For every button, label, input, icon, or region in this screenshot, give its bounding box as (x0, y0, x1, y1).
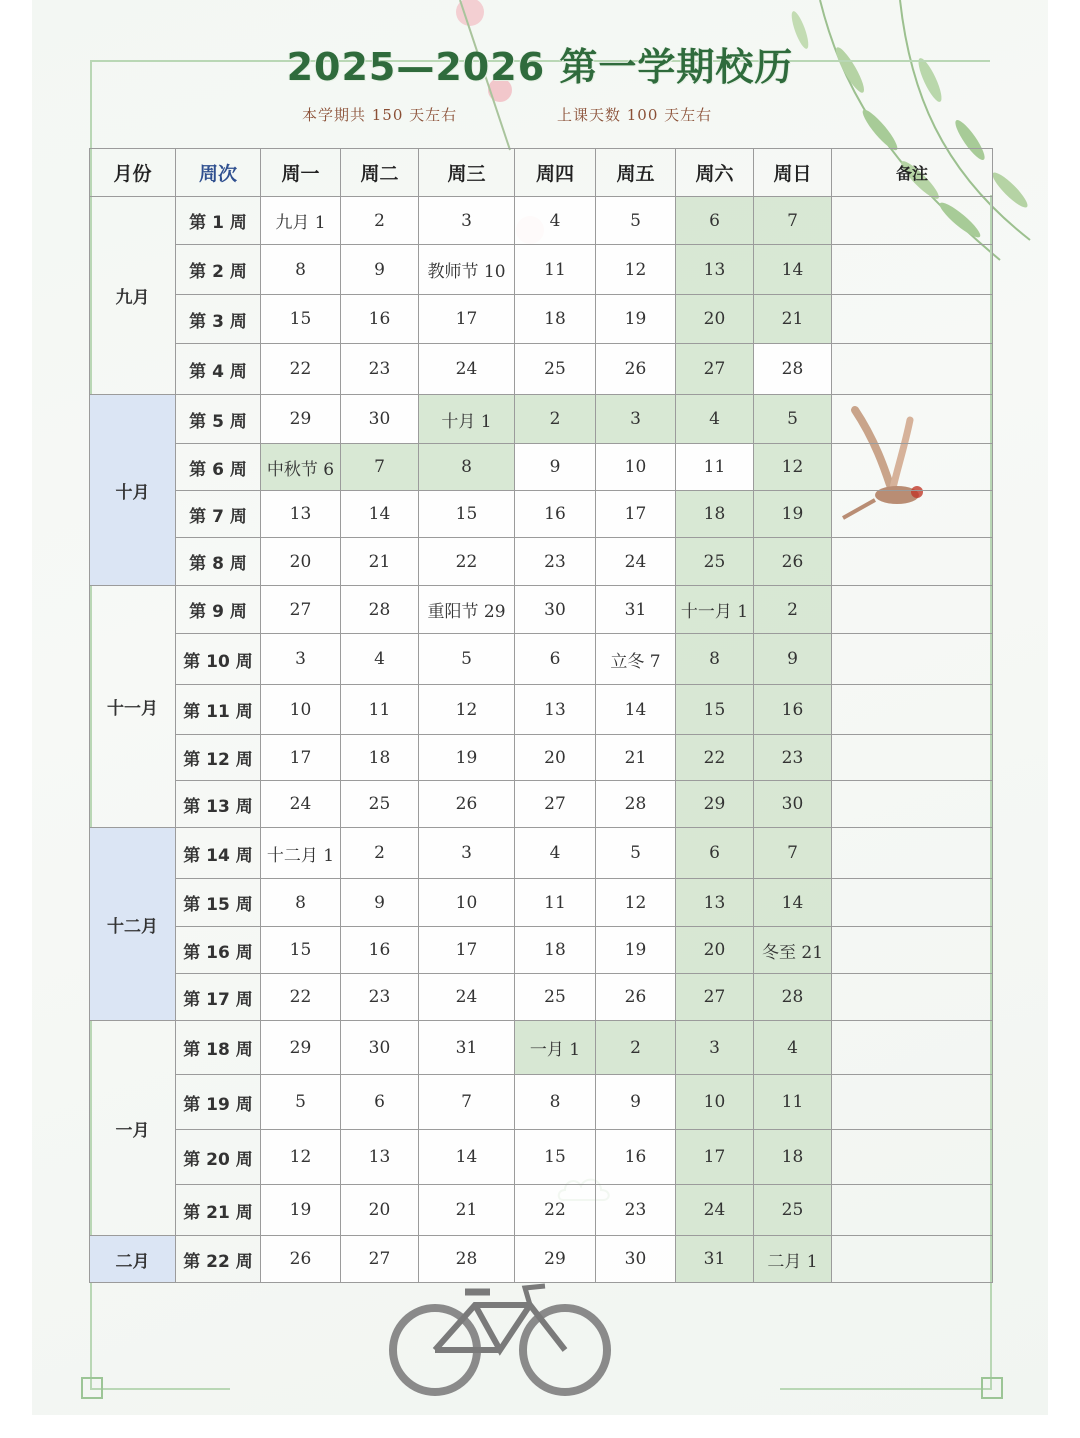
week-row (90, 974, 993, 1021)
day-cell: 25 (754, 1185, 832, 1236)
header-week: 周次 (176, 149, 261, 197)
day-cell: 9 (754, 634, 832, 685)
day-cell: 20 (676, 927, 754, 974)
day-cell: 8 (419, 444, 515, 491)
day-cell: 3 (419, 828, 515, 879)
day-cell: 19 (261, 1185, 341, 1236)
day-cell: 31 (419, 1021, 515, 1075)
notes-cell (832, 974, 993, 1021)
notes-cell (832, 1185, 993, 1236)
day-cell: 十二月 1 (261, 828, 341, 879)
notes-cell (832, 685, 993, 735)
day-cell: 4 (515, 197, 596, 245)
day-cell: 教师节 10 (419, 245, 515, 295)
day-cell: 20 (261, 538, 341, 586)
day-cell: 19 (754, 491, 832, 538)
week-row (90, 1130, 993, 1185)
notes-cell (832, 344, 993, 395)
day-cell: 6 (676, 828, 754, 879)
day-cell: 6 (515, 634, 596, 685)
day-cell: 30 (596, 1236, 676, 1283)
header-day-sun: 周日 (754, 149, 832, 197)
header-day-wed: 周三 (419, 149, 515, 197)
day-cell: 26 (261, 1236, 341, 1283)
day-cell: 23 (515, 538, 596, 586)
week-label-cell: 第 11 周 (176, 685, 261, 735)
day-cell: 30 (341, 1021, 419, 1075)
header-day-mon: 周一 (261, 149, 341, 197)
day-cell: 5 (261, 1075, 341, 1130)
day-cell: 26 (596, 974, 676, 1021)
week-row (90, 634, 993, 685)
week-label-cell: 第 4 周 (176, 344, 261, 395)
day-cell: 18 (515, 927, 596, 974)
calendar-body (90, 197, 993, 1283)
day-cell: 14 (596, 685, 676, 735)
day-cell: 2 (596, 1021, 676, 1075)
day-cell: 5 (419, 634, 515, 685)
month-cell: 十一月 (90, 586, 176, 828)
day-cell: 9 (341, 245, 419, 295)
frame-corner-bottom-right (981, 1377, 1003, 1399)
week-row (90, 781, 993, 828)
notes-cell (832, 927, 993, 974)
week-label-cell: 第 22 周 (176, 1236, 261, 1283)
day-cell: 27 (676, 974, 754, 1021)
day-cell: 29 (261, 1021, 341, 1075)
day-cell: 立冬 7 (596, 634, 676, 685)
day-cell: 4 (754, 1021, 832, 1075)
day-cell: 18 (515, 295, 596, 344)
week-label-cell: 第 16 周 (176, 927, 261, 974)
day-cell: 18 (676, 491, 754, 538)
day-cell: 6 (341, 1075, 419, 1130)
month-cell: 一月 (90, 1021, 176, 1236)
day-cell: 10 (419, 879, 515, 927)
header-notes: 备注 (832, 149, 993, 197)
day-cell: 6 (676, 197, 754, 245)
week-row (90, 1185, 993, 1236)
day-cell: 11 (754, 1075, 832, 1130)
day-cell: 13 (261, 491, 341, 538)
day-cell: 16 (341, 295, 419, 344)
day-cell: 12 (419, 685, 515, 735)
day-cell: 24 (419, 974, 515, 1021)
week-row (90, 586, 993, 634)
notes-cell (832, 586, 993, 634)
day-cell: 7 (419, 1075, 515, 1130)
day-cell: 27 (261, 586, 341, 634)
bicycle-decoration (380, 1280, 620, 1400)
day-cell: 24 (596, 538, 676, 586)
day-cell: 14 (754, 245, 832, 295)
day-cell: 7 (341, 444, 419, 491)
week-row (90, 295, 993, 344)
header-day-thu: 周四 (515, 149, 596, 197)
day-cell: 二月 1 (754, 1236, 832, 1283)
day-cell: 重阳节 29 (419, 586, 515, 634)
notes-cell (832, 538, 993, 586)
week-row (90, 245, 993, 295)
day-cell: 10 (596, 444, 676, 491)
day-cell: 21 (419, 1185, 515, 1236)
notes-cell (832, 879, 993, 927)
day-cell: 十一月 1 (676, 586, 754, 634)
day-cell: 23 (596, 1185, 676, 1236)
day-cell: 11 (341, 685, 419, 735)
day-cell: 九月 1 (261, 197, 341, 245)
day-cell: 16 (341, 927, 419, 974)
week-row (90, 444, 993, 491)
header-day-tue: 周二 (341, 149, 419, 197)
day-cell: 27 (341, 1236, 419, 1283)
notes-cell (832, 395, 993, 444)
day-cell: 26 (596, 344, 676, 395)
day-cell: 22 (515, 1185, 596, 1236)
day-cell: 23 (754, 735, 832, 781)
week-row (90, 197, 993, 245)
week-row (90, 828, 993, 879)
week-row (90, 395, 993, 444)
day-cell: 31 (596, 586, 676, 634)
day-cell: 15 (261, 927, 341, 974)
week-row (90, 927, 993, 974)
week-label-cell: 第 17 周 (176, 974, 261, 1021)
day-cell: 21 (596, 735, 676, 781)
header-day-sat: 周六 (676, 149, 754, 197)
notes-cell (832, 1075, 993, 1130)
class-days-note: 上课天数 100 天左右 (557, 106, 713, 124)
day-cell: 28 (596, 781, 676, 828)
day-cell: 冬至 21 (754, 927, 832, 974)
week-label-cell: 第 8 周 (176, 538, 261, 586)
week-label-cell: 第 20 周 (176, 1130, 261, 1185)
day-cell: 3 (596, 395, 676, 444)
day-cell: 8 (261, 245, 341, 295)
day-cell: 30 (515, 586, 596, 634)
day-cell: 26 (754, 538, 832, 586)
day-cell: 18 (754, 1130, 832, 1185)
week-row (90, 491, 993, 538)
day-cell: 一月 1 (515, 1021, 596, 1075)
week-row (90, 879, 993, 927)
day-cell: 20 (515, 735, 596, 781)
day-cell: 2 (341, 197, 419, 245)
day-cell: 9 (596, 1075, 676, 1130)
week-label-cell: 第 13 周 (176, 781, 261, 828)
week-label-cell: 第 14 周 (176, 828, 261, 879)
day-cell: 30 (754, 781, 832, 828)
month-cell: 二月 (90, 1236, 176, 1283)
total-days-note: 本学期共 150 天左右 (302, 106, 458, 124)
day-cell: 29 (515, 1236, 596, 1283)
day-cell: 23 (341, 344, 419, 395)
notes-cell (832, 295, 993, 344)
day-cell: 27 (515, 781, 596, 828)
day-cell: 中秋节 6 (261, 444, 341, 491)
notes-cell (832, 491, 993, 538)
day-cell: 15 (676, 685, 754, 735)
month-cell: 十月 (90, 395, 176, 586)
day-cell: 15 (419, 491, 515, 538)
day-cell: 13 (676, 879, 754, 927)
day-cell: 17 (261, 735, 341, 781)
day-cell: 17 (419, 927, 515, 974)
day-cell: 2 (341, 828, 419, 879)
day-cell: 21 (341, 538, 419, 586)
day-cell: 十月 1 (419, 395, 515, 444)
day-cell: 28 (419, 1236, 515, 1283)
week-label-cell: 第 12 周 (176, 735, 261, 781)
day-cell: 16 (515, 491, 596, 538)
day-cell: 5 (754, 395, 832, 444)
day-cell: 3 (261, 634, 341, 685)
day-cell: 14 (419, 1130, 515, 1185)
notes-cell (832, 197, 993, 245)
day-cell: 11 (515, 879, 596, 927)
frame-corner-bottom-left (81, 1377, 103, 1399)
week-row (90, 344, 993, 395)
week-row (90, 538, 993, 586)
week-row (90, 1021, 993, 1075)
day-cell: 28 (341, 586, 419, 634)
day-cell: 20 (676, 295, 754, 344)
notes-cell (832, 634, 993, 685)
day-cell: 21 (754, 295, 832, 344)
day-cell: 14 (754, 879, 832, 927)
notes-cell (832, 245, 993, 295)
day-cell: 11 (515, 245, 596, 295)
month-cell: 九月 (90, 197, 176, 395)
day-cell: 24 (676, 1185, 754, 1236)
week-label-cell: 第 6 周 (176, 444, 261, 491)
day-cell: 29 (261, 395, 341, 444)
day-cell: 28 (754, 974, 832, 1021)
day-cell: 4 (676, 395, 754, 444)
day-cell: 12 (261, 1130, 341, 1185)
frame-border-bottom-left (90, 1388, 230, 1390)
day-cell: 2 (515, 395, 596, 444)
day-cell: 8 (261, 879, 341, 927)
day-cell: 22 (261, 974, 341, 1021)
day-cell: 29 (676, 781, 754, 828)
day-cell: 24 (419, 344, 515, 395)
day-cell: 4 (515, 828, 596, 879)
day-cell: 13 (676, 245, 754, 295)
header-day-fri: 周五 (596, 149, 676, 197)
day-cell: 5 (596, 197, 676, 245)
day-cell: 25 (515, 344, 596, 395)
day-cell: 18 (341, 735, 419, 781)
day-cell: 19 (419, 735, 515, 781)
day-cell: 16 (754, 685, 832, 735)
day-cell: 28 (754, 344, 832, 395)
week-row (90, 1075, 993, 1130)
week-label-cell: 第 3 周 (176, 295, 261, 344)
day-cell: 19 (596, 927, 676, 974)
week-row (90, 685, 993, 735)
notes-cell (832, 1021, 993, 1075)
day-cell: 25 (676, 538, 754, 586)
day-cell: 25 (341, 781, 419, 828)
week-row (90, 1236, 993, 1283)
header-row (90, 149, 993, 197)
day-cell: 13 (515, 685, 596, 735)
week-label-cell: 第 7 周 (176, 491, 261, 538)
notes-cell (832, 444, 993, 491)
notes-cell (832, 735, 993, 781)
week-label-cell: 第 19 周 (176, 1075, 261, 1130)
day-cell: 17 (596, 491, 676, 538)
week-label-cell: 第 2 周 (176, 245, 261, 295)
day-cell: 17 (419, 295, 515, 344)
day-cell: 15 (515, 1130, 596, 1185)
day-cell: 9 (341, 879, 419, 927)
day-cell: 22 (419, 538, 515, 586)
day-cell: 23 (341, 974, 419, 1021)
day-cell: 16 (596, 1130, 676, 1185)
page-title: 2025—2026 第一学期校历 (286, 45, 794, 89)
day-cell: 26 (419, 781, 515, 828)
day-cell: 3 (676, 1021, 754, 1075)
day-cell: 8 (676, 634, 754, 685)
week-row (90, 735, 993, 781)
day-cell: 30 (341, 395, 419, 444)
day-cell: 24 (261, 781, 341, 828)
day-cell: 27 (676, 344, 754, 395)
day-cell: 22 (676, 735, 754, 781)
week-label-cell: 第 5 周 (176, 395, 261, 444)
day-cell: 2 (754, 586, 832, 634)
header-month: 月份 (90, 149, 176, 197)
week-label-cell: 第 9 周 (176, 586, 261, 634)
day-cell: 19 (596, 295, 676, 344)
day-cell: 4 (341, 634, 419, 685)
frame-border-bottom-right (780, 1388, 990, 1390)
week-label-cell: 第 10 周 (176, 634, 261, 685)
day-cell: 11 (676, 444, 754, 491)
day-cell: 31 (676, 1236, 754, 1283)
week-label-cell: 第 15 周 (176, 879, 261, 927)
day-cell: 7 (754, 197, 832, 245)
notes-cell (832, 1130, 993, 1185)
day-cell: 14 (341, 491, 419, 538)
day-cell: 10 (676, 1075, 754, 1130)
week-label-cell: 第 18 周 (176, 1021, 261, 1075)
day-cell: 17 (676, 1130, 754, 1185)
day-cell: 9 (515, 444, 596, 491)
week-label-cell: 第 21 周 (176, 1185, 261, 1236)
month-cell: 十二月 (90, 828, 176, 1021)
notes-cell (832, 1236, 993, 1283)
notes-cell (832, 781, 993, 828)
day-cell: 10 (261, 685, 341, 735)
day-cell: 3 (419, 197, 515, 245)
notes-cell (832, 828, 993, 879)
day-cell: 13 (341, 1130, 419, 1185)
day-cell: 7 (754, 828, 832, 879)
day-cell: 25 (515, 974, 596, 1021)
day-cell: 22 (261, 344, 341, 395)
day-cell: 8 (515, 1075, 596, 1130)
day-cell: 12 (754, 444, 832, 491)
week-label-cell: 第 1 周 (176, 197, 261, 245)
day-cell: 5 (596, 828, 676, 879)
school-calendar-table (89, 148, 993, 1283)
day-cell: 20 (341, 1185, 419, 1236)
day-cell: 15 (261, 295, 341, 344)
day-cell: 12 (596, 245, 676, 295)
day-cell: 12 (596, 879, 676, 927)
